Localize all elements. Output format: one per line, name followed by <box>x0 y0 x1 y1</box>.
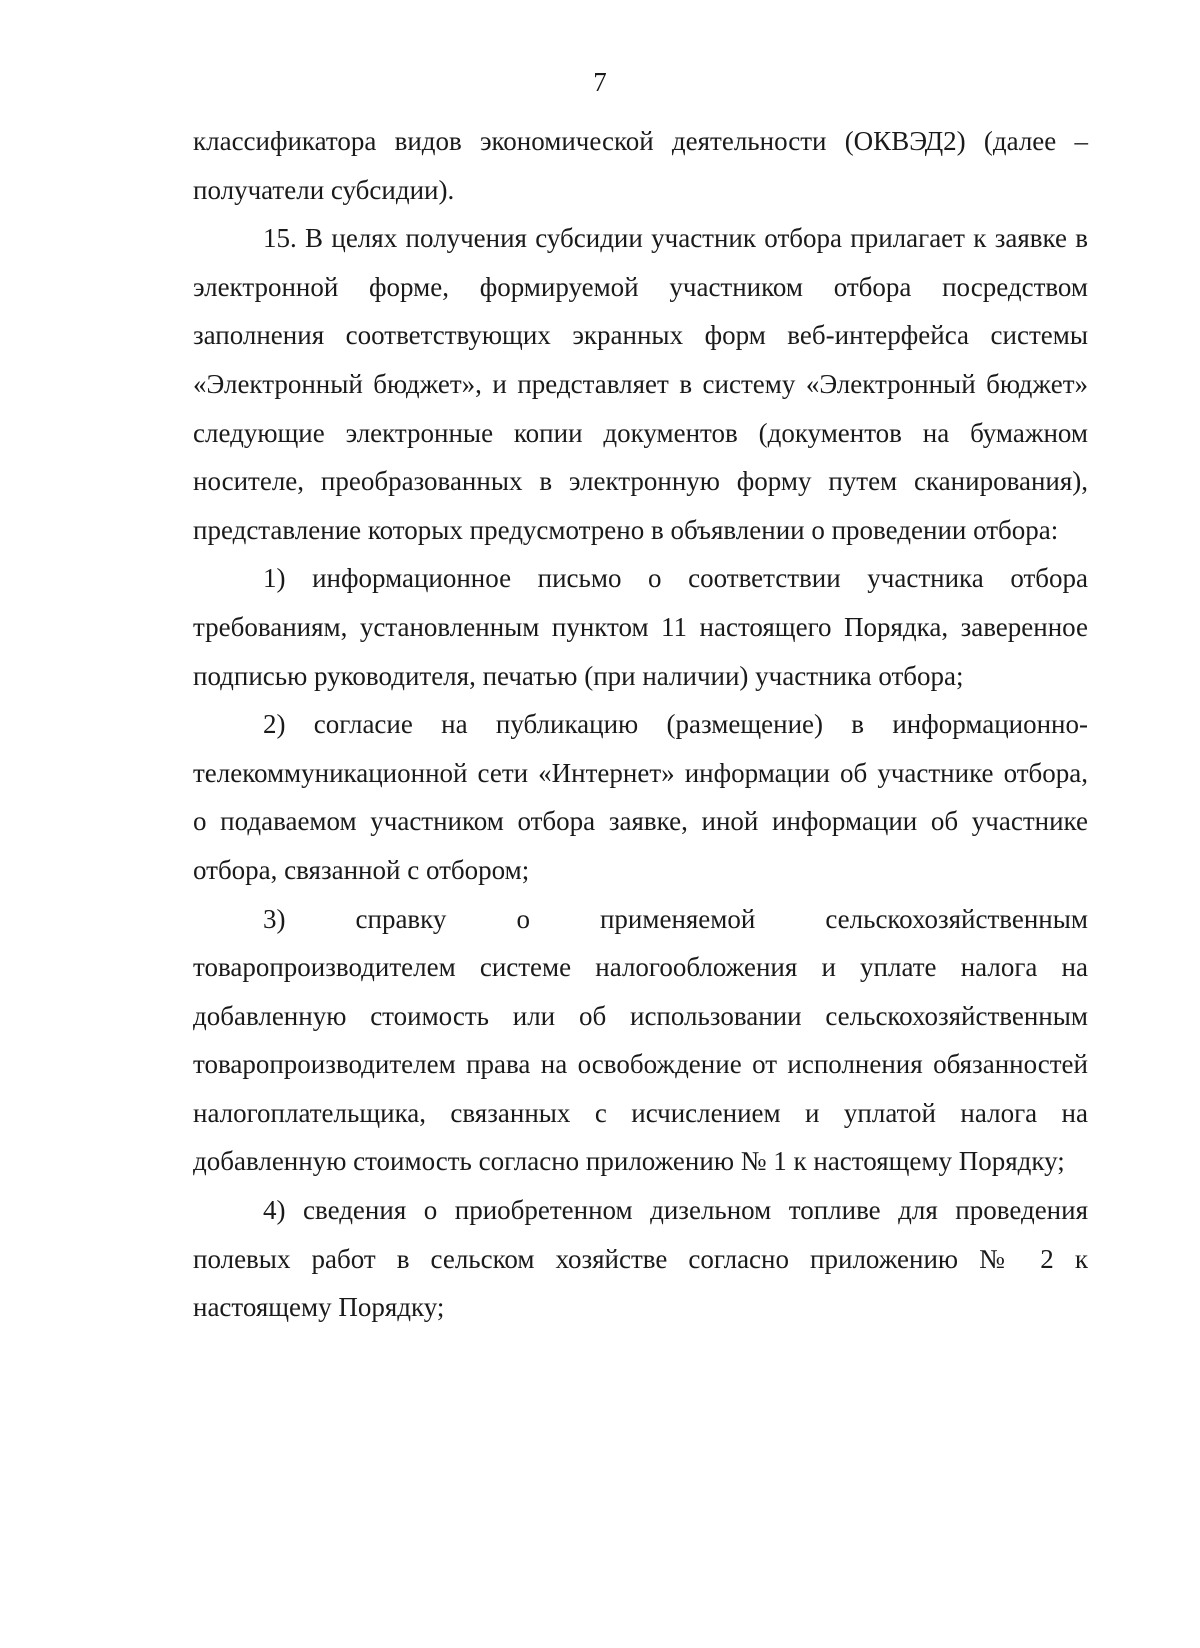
page-number: 7 <box>593 67 607 97</box>
list-item-4: 4) сведения о приобретенном дизельном топливе для проведения полевых работ в сельском хозяйстве согласно приложению № 2 к настоящему Порядку; <box>193 1195 1088 1323</box>
document-body <box>193 117 1088 1332</box>
paragraph-item-15: 15. В целях получения субсидии участник отбора прилагает к заявке в электронной форме, формируемой участником отбора посредством заполнения соответствующих экранных форм веб-интерфейса системы «Электронный бюджет», и представляет в систему «Электронный бюджет» следующие электронные копии документов (документов на бумажном носителе, преобразованных в электронную форму путем сканирования), представление которых предусмотрено в объявлении о проведении отбора: <box>193 223 1088 545</box>
list-item-2: 2) согласие на публикацию (размещение) в информационно-телекоммуникационной сети «Интернет» информации об участнике отбора, о подаваемом участником отбора заявке, иной информации об участнике отбора, связанной с отбором; <box>193 709 1088 885</box>
list-item-3: 3) справку о применяемой сельскохозяйственным товаропроизводителем системе налогообложения и уплате налога на добавленную стоимость или об использовании сельскохозяйственным товаропроизводителем права на освобождение от исполнения обязанностей налогоплательщика, связанных с исчислением и уплатой налога на добавленную стоимость согласно приложению № 1 к настоящему Порядку; <box>193 903 1088 1177</box>
list-item-1: 1) информационное письмо о соответствии участника отбора требованиям, установленным пунктом 11 настоящего Порядка, заверенное подписью руководителя, печатью (при наличии) участника отбора; <box>193 563 1088 691</box>
paragraph-continuation: классификатора видов экономической деятельности (ОКВЭД2) (далее – получатели субсидии). <box>193 126 1088 205</box>
